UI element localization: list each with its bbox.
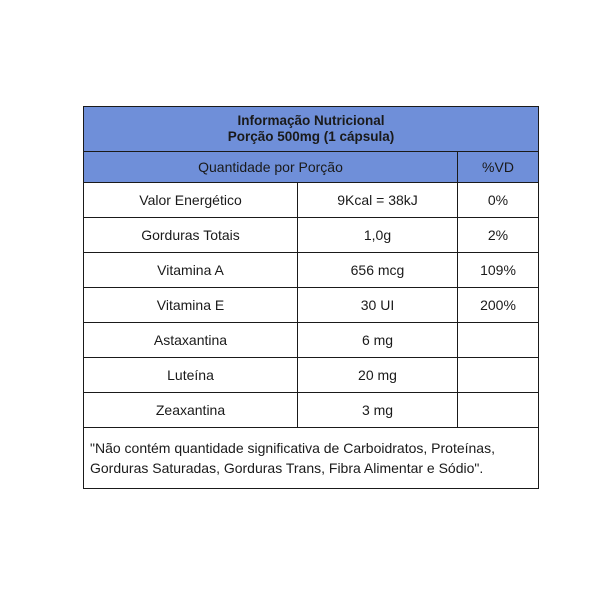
header-row [84,152,539,183]
nutrition-facts-table [83,106,538,489]
table-title [84,107,539,152]
nutrient-vd [458,393,539,428]
nutrient-amount: 9Kcal = 38kJ [298,183,458,218]
nutrient-name: Vitamina E [84,288,298,323]
nutrient-amount: 20 mg [298,358,458,393]
nutrient-amount: 6 mg [298,323,458,358]
header-vd: %VD [458,152,539,183]
nutrient-name: Zeaxantina [84,393,298,428]
nutrition-table [83,106,539,489]
nutrient-vd: 2% [458,218,539,253]
nutrient-name: Luteína [84,358,298,393]
table-row [84,183,539,218]
nutrient-vd: 200% [458,288,539,323]
nutrient-amount: 30 UI [298,288,458,323]
serving-size-text: Porção 500mg (1 cápsula) [227,129,395,144]
title-text: Informação Nutricional [237,113,385,128]
nutrient-vd [458,323,539,358]
nutrient-amount: 3 mg [298,393,458,428]
nutrient-vd: 109% [458,253,539,288]
nutrient-amount: 1,0g [298,218,458,253]
table-row [84,288,539,323]
nutrient-vd [458,358,539,393]
table-row [84,393,539,428]
table-row [84,358,539,393]
nutrient-name: Vitamina A [84,253,298,288]
table-row [84,323,539,358]
nutrient-name: Valor Energético [84,183,298,218]
footnote: "Não contém quantidade significativa de Carboidratos, Proteínas, Gorduras Saturadas, Gorduras Trans, Fibra Alimentar e Sódio". [84,428,539,489]
nutrient-name: Gorduras Totais [84,218,298,253]
header-quantity: Quantidade por Porção [84,152,458,183]
table-row [84,253,539,288]
nutrient-amount: 656 mcg [298,253,458,288]
table-row [84,218,539,253]
nutrient-vd: 0% [458,183,539,218]
nutrient-name: Astaxantina [84,323,298,358]
